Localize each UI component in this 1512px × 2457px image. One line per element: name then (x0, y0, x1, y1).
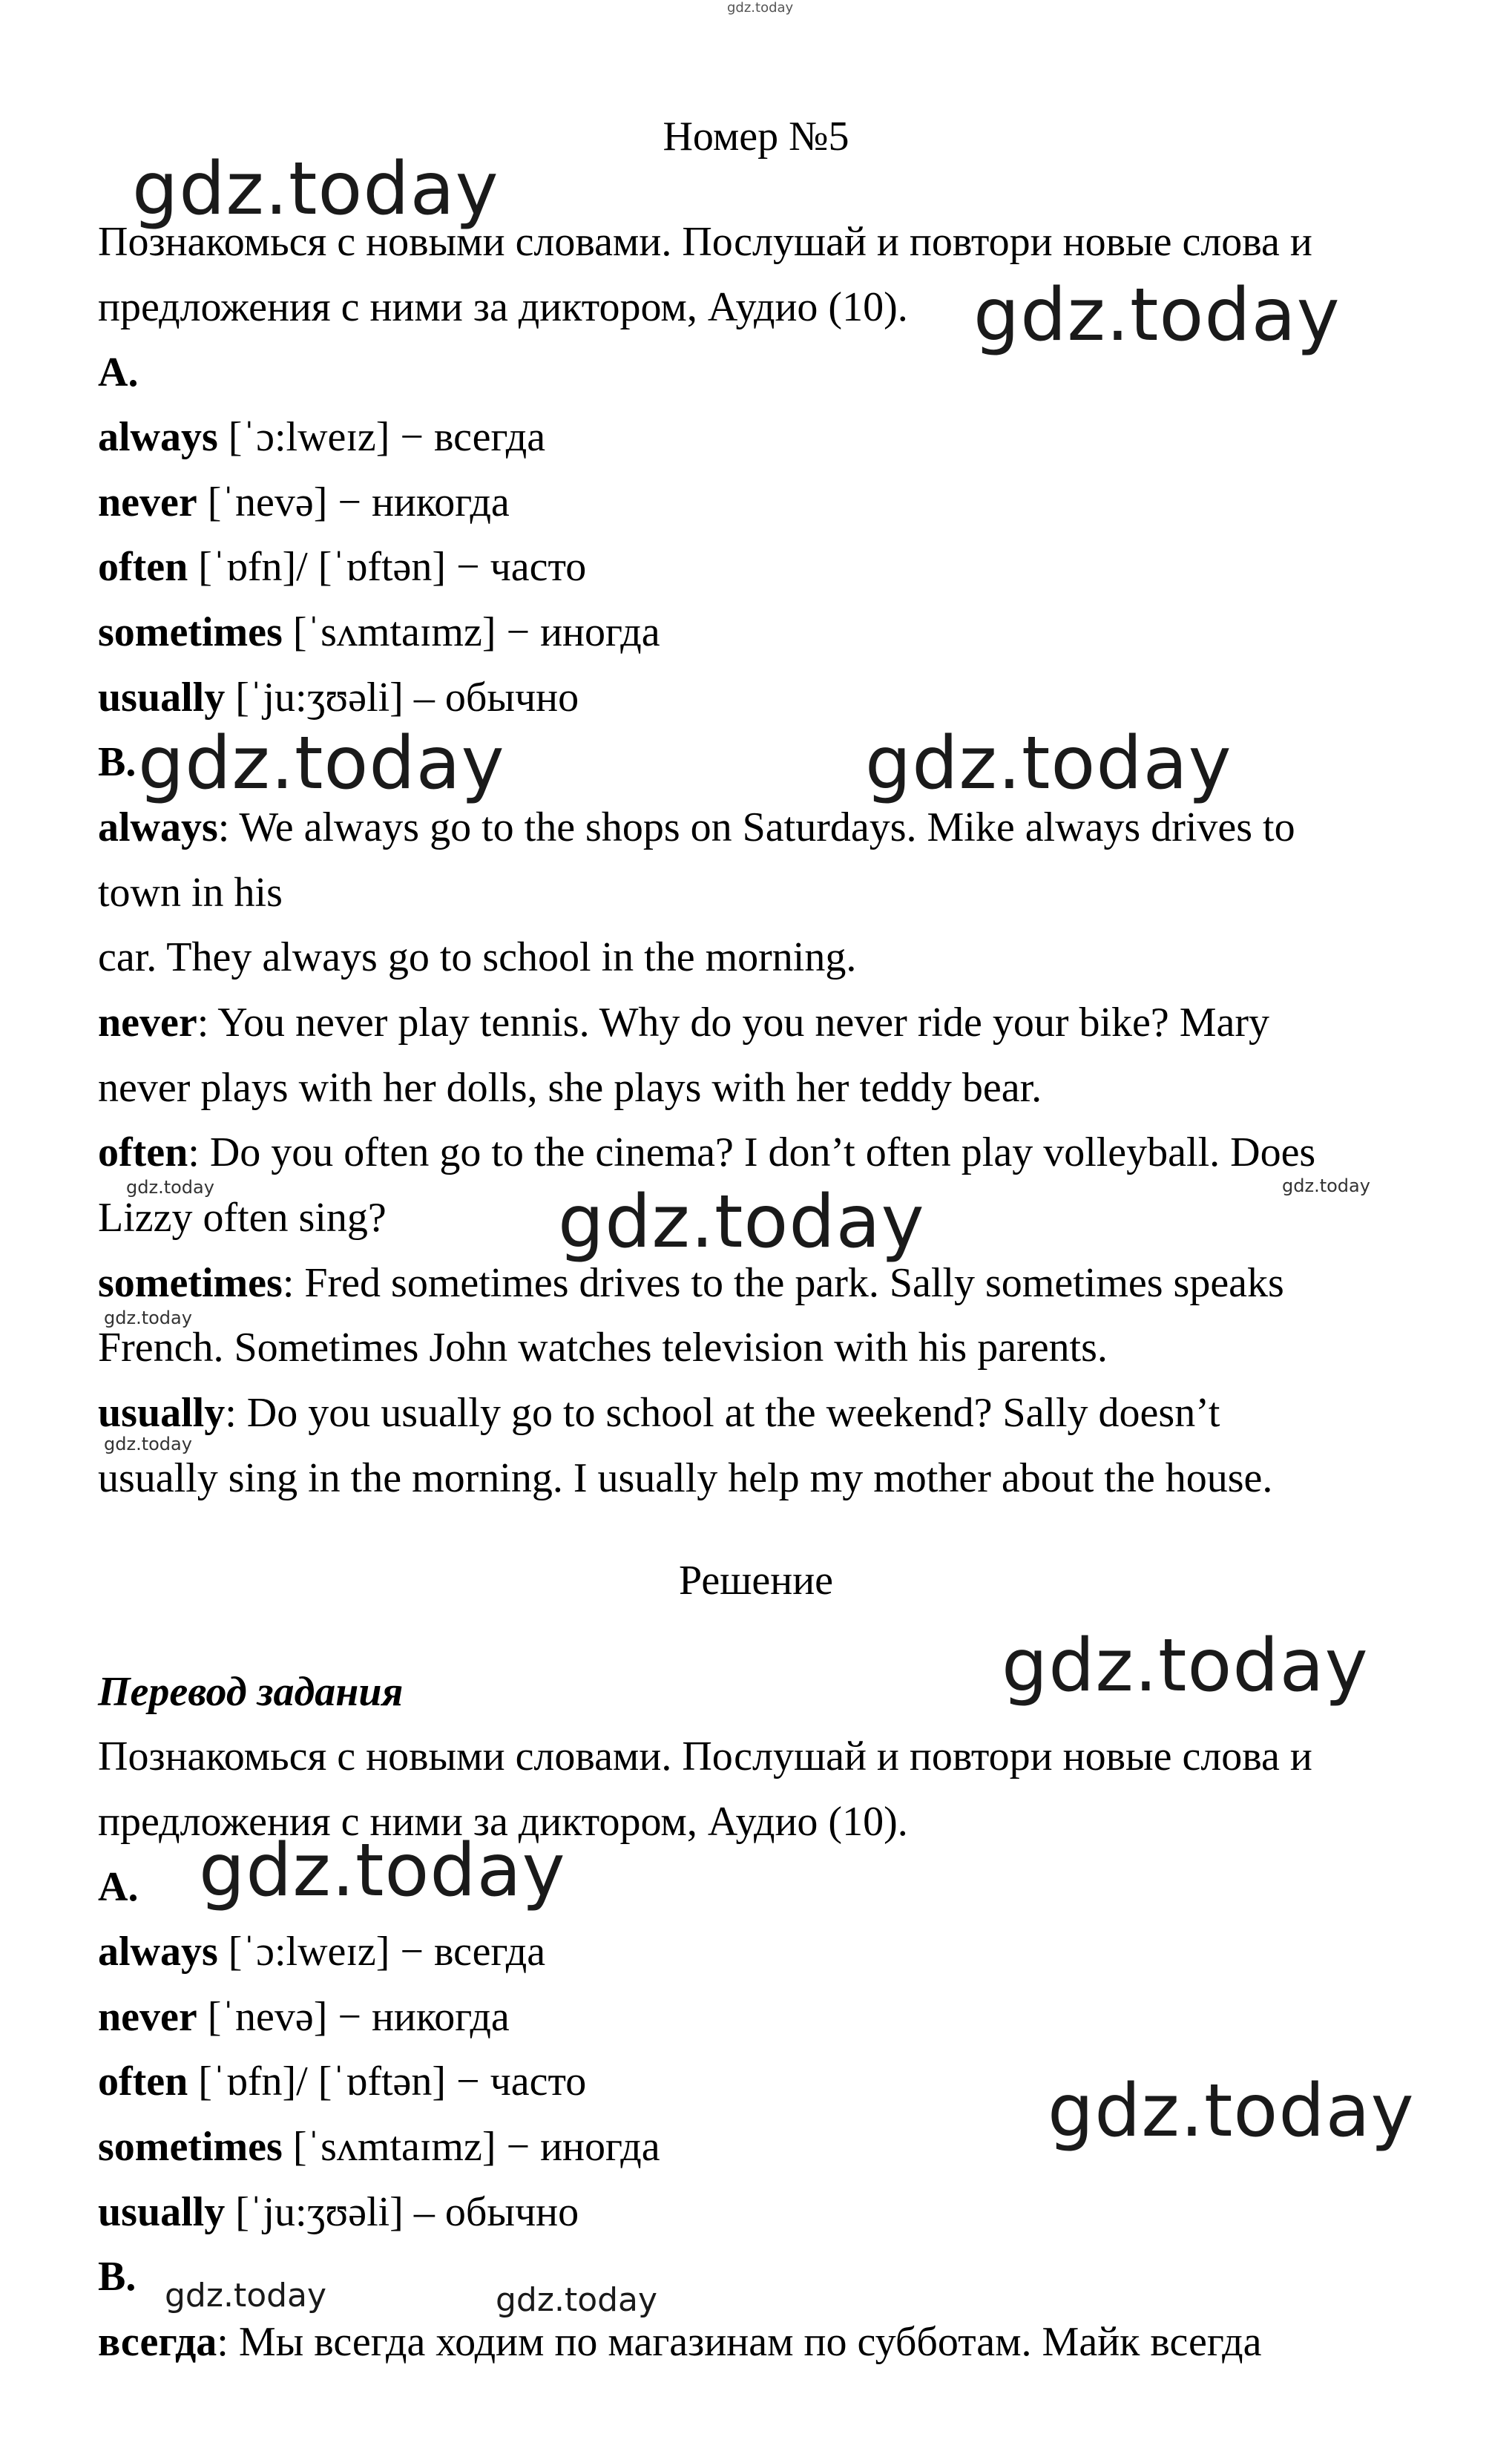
watermark: gdz.today (138, 721, 505, 806)
vocab-definition: [ˈnevə] − никогда (197, 479, 510, 525)
example-often-line-2: Lizzy often sing? (98, 1195, 387, 1241)
example-word: всегда (98, 2319, 217, 2365)
example-always-line-2: town in his (98, 870, 283, 916)
vocab-word: sometimes (98, 2124, 283, 2170)
task-section-a-label: A. (98, 350, 139, 396)
vocab-word: always (98, 1929, 218, 1975)
example-word: usually (98, 1390, 226, 1436)
vocab-definition: [ˈɒfn]/ [ˈɒftən] − часто (188, 544, 587, 590)
solution-heading: Решение (678, 1558, 834, 1604)
example-text: : Do you usually go to school at the weekend? Sally doesn’t (225, 1390, 1220, 1436)
example-often-line-1 (98, 1129, 1315, 1176)
watermark-medium: gdz.today (496, 2281, 658, 2319)
example-always-line-3: car. They always go to school in the morning. (98, 934, 857, 980)
vocab-word: usually (98, 675, 226, 721)
watermark-small: gdz.today (1282, 1175, 1370, 1196)
vocab-word: never (98, 1994, 197, 2040)
example-word: sometimes (98, 1260, 283, 1306)
vocab-word: often (98, 544, 188, 590)
vocab-definition: [ˈnevə] − никогда (197, 1994, 510, 2040)
task-instruction-line-2: предложения с ними за диктором, Аудио (10). (98, 284, 908, 330)
solution-section-b-label: B. (98, 2254, 137, 2300)
vocab-definition: [ˈju:ʒʊəli] – обычно (225, 2189, 579, 2235)
example-word: never (98, 1000, 197, 1046)
vocab-definition: [ˈɔ:lweɪz] − всегда (217, 414, 546, 460)
example-text: : Fred sometimes drives to the park. Sally sometimes speaks (282, 1260, 1284, 1306)
vocab-definition: [ˈsʌmtaɪmz] − иногда (282, 609, 660, 655)
vocab-definition: [ˈju:ʒʊəli] – обычно (225, 675, 579, 721)
example-always-line-1 (98, 804, 1295, 851)
solution-example-always (98, 2318, 1261, 2366)
solution-vocab-often (98, 2058, 586, 2105)
vocab-word: often (98, 2059, 188, 2105)
example-never-line-1 (98, 999, 1269, 1046)
example-text: : We always go to the shops on Saturdays. Mike always drives to (217, 804, 1295, 850)
watermark: gdz.today (199, 1828, 566, 1913)
solution-vocab-never (98, 1993, 510, 2041)
example-never-line-2: never plays with her dolls, she plays with her teddy bear. (98, 1065, 1042, 1111)
task-instruction-line-1: Познакомься с новыми словами. Послушай и повтори новые слова и (98, 219, 1312, 265)
watermark: gdz.today (132, 147, 499, 232)
watermark: gdz.today (558, 1180, 925, 1264)
example-sometimes-line-2: French. Sometimes John watches television with his parents. (98, 1325, 1108, 1371)
task-vocab-always (98, 413, 545, 461)
example-word: always (98, 804, 218, 850)
solution-vocab-usually (98, 2188, 579, 2236)
vocab-definition: [ˈɔ:lweɪz] − всегда (217, 1929, 546, 1975)
watermark: gdz.today (865, 721, 1232, 806)
solution-vocab-sometimes (98, 2123, 660, 2171)
solution-section-a-label: A. (98, 1864, 139, 1910)
watermark-small: gdz.today (126, 1177, 214, 1198)
task-vocab-sometimes (98, 608, 660, 656)
solution-vocab-always (98, 1928, 545, 1975)
task-section-b-label: B. (98, 739, 137, 785)
example-word: often (98, 1129, 188, 1175)
watermark-small: gdz.today (104, 1308, 192, 1328)
solution-instruction-line-1: Познакомься с новыми словами. Послушай и повтори новые слова и (98, 1733, 1312, 1779)
task-vocab-often (98, 543, 586, 591)
watermark-top: gdz.today (727, 0, 794, 16)
example-text: : Do you often go to the cinema? I don’t often play volleyball. Does (188, 1129, 1316, 1175)
page-title: Номер №5 (663, 114, 849, 160)
watermark: gdz.today (973, 273, 1341, 358)
watermark: gdz.today (1002, 1624, 1369, 1708)
vocab-word: sometimes (98, 609, 283, 655)
task-vocab-never (98, 479, 510, 526)
vocab-word: never (98, 479, 197, 525)
watermark-medium: gdz.today (165, 2277, 327, 2315)
example-usually-line-1 (98, 1389, 1220, 1437)
example-sometimes-line-1 (98, 1259, 1284, 1307)
vocab-definition: [ˈɒfn]/ [ˈɒftən] − часто (188, 2059, 587, 2105)
vocab-word: always (98, 414, 218, 460)
task-vocab-usually (98, 674, 579, 721)
example-text: : Мы всегда ходим по магазинам по субботам. Майк всегда (217, 2319, 1262, 2365)
watermark: gdz.today (1048, 2069, 1415, 2153)
solution-instruction-line-2: предложения с ними за диктором, Аудио (10). (98, 1799, 908, 1845)
watermark-small: gdz.today (104, 1434, 192, 1454)
translation-heading: Перевод задания (98, 1669, 404, 1715)
example-usually-line-2: usually sing in the morning. I usually help my mother about the house. (98, 1455, 1273, 1501)
example-text: : You never play tennis. Why do you never ride your bike? Mary (197, 1000, 1270, 1046)
vocab-word: usually (98, 2189, 226, 2235)
vocab-definition: [ˈsʌmtaɪmz] − иногда (282, 2124, 660, 2170)
